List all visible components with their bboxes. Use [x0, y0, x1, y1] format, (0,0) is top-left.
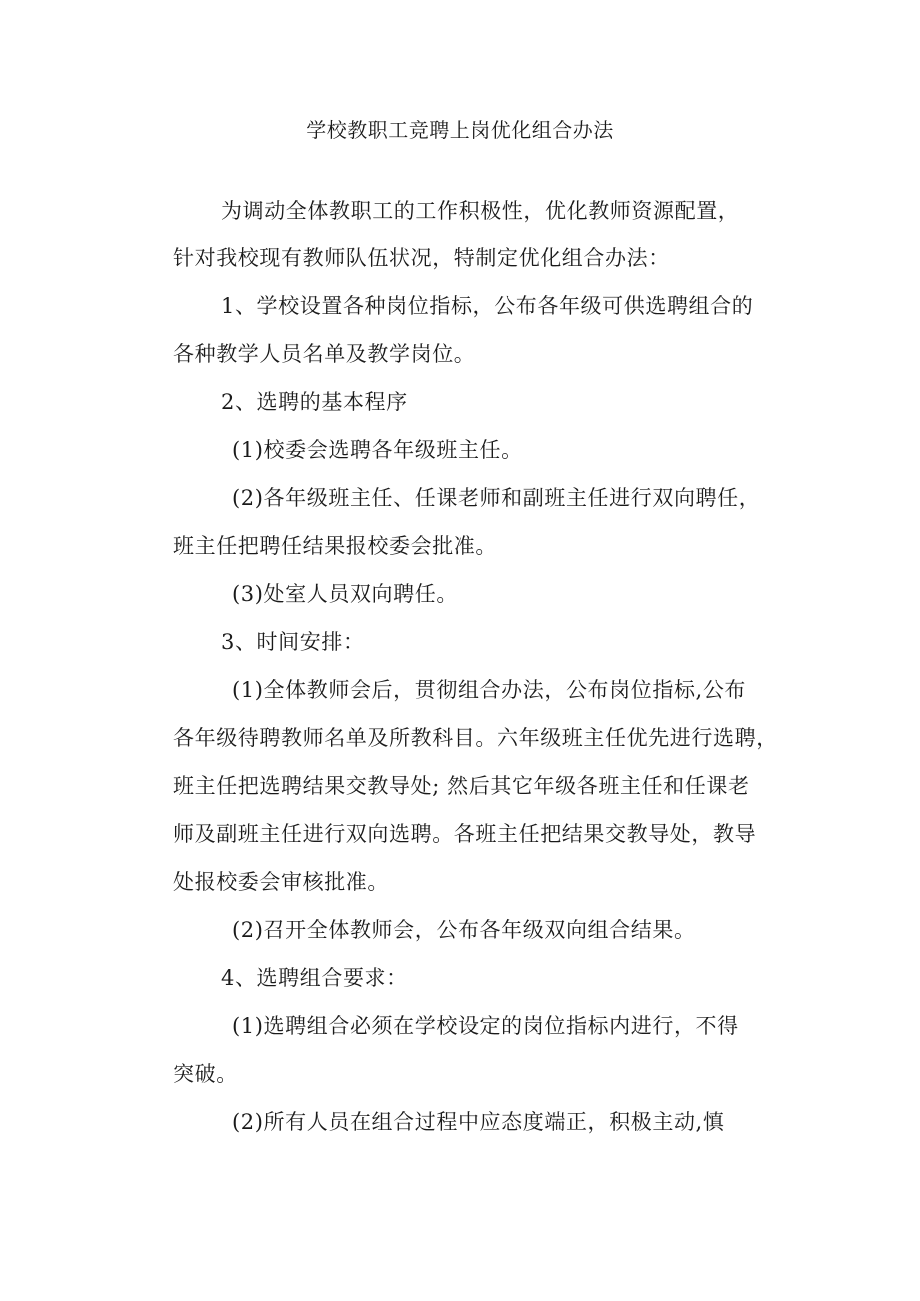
- paragraph-line: 各种教学人员名单及教学岗位。: [173, 342, 476, 366]
- paragraph-line: 突破。: [173, 1062, 238, 1086]
- paragraph-line: 针对我校现有教师队伍状况，特制定优化组合办法：: [173, 246, 670, 270]
- paragraph-line: 师及副班主任进行双向选聘。各班主任把结果交教导处，教导: [173, 822, 757, 846]
- list-item: (3)处室人员双向聘任。: [232, 582, 458, 606]
- list-item: (2)召开全体教师会，公布各年级双向组合结果。: [232, 918, 696, 942]
- section-heading: 4、选聘组合要求：: [221, 966, 408, 990]
- paragraph-line: 班主任把聘任结果报校委会批准。: [173, 534, 497, 558]
- list-item: (1)选聘组合必须在学校设定的岗位指标内进行，不得: [232, 1014, 739, 1038]
- list-item: (2)各年级班主任、任课老师和副班主任进行双向聘任，: [232, 486, 761, 510]
- document-title: 学校教职工竞聘上岗优化组合办法: [306, 118, 614, 142]
- section-heading: 3、时间安排：: [221, 630, 365, 654]
- paragraph-line: 为调动全体教职工的工作积极性，优化教师资源配置，: [221, 199, 740, 223]
- paragraph-line: 处报校委会审核批准。: [173, 870, 389, 894]
- list-item: (2)所有人员在组合过程中应态度端正，积极主动,慎: [232, 1110, 725, 1134]
- section-heading: 2、选聘的基本程序: [221, 390, 408, 414]
- list-item: (1)全体教师会后，贯彻组合办法，公布岗位指标,公布: [232, 678, 747, 702]
- paragraph-line: 各年级待聘教师名单及所教科目。六年级班主任优先进行选聘，: [173, 726, 778, 750]
- paragraph-line: 1、学校设置各种岗位指标，公布各年级可供选聘组合的: [221, 294, 754, 318]
- paragraph-line: 班主任把选聘结果交教导处; 然后其它年级各班主任和任课老: [173, 774, 750, 798]
- list-item: (1)校委会选聘各年级班主任。: [232, 438, 523, 462]
